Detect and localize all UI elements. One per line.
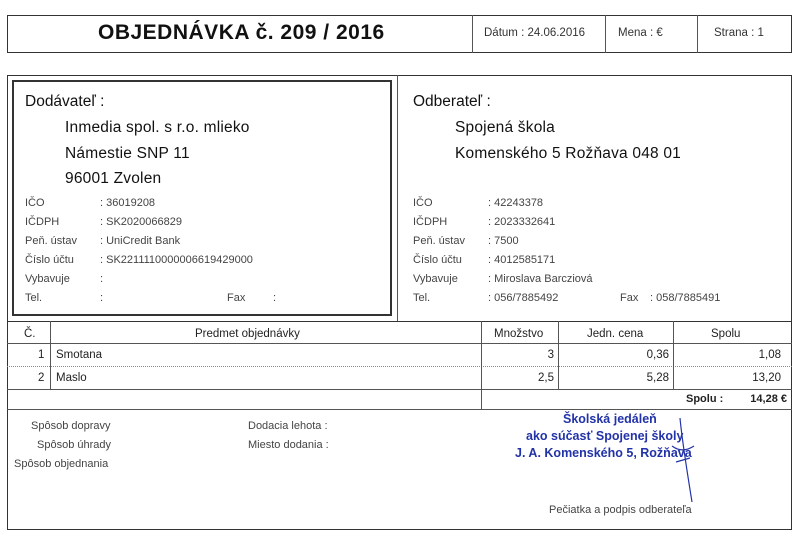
row-1-item: Smotana [56,349,103,361]
row-2-qty: 2,5 [538,372,554,384]
supplier-bank: : UniCredit Bank [100,235,181,247]
customer-handler: : Miroslava Barcziová [488,273,593,285]
signature-scribble [620,410,740,510]
supplier-account-label: Číslo účtu [25,254,74,266]
col-header-num: Č. [24,328,36,340]
date-field: Dátum : 24.06.2016 [484,27,586,39]
ordering-label: Spôsob objednania [14,458,109,470]
delivery-place-label: Miesto dodania : [248,439,329,451]
stamp-line-1: Školská jedáleň [563,412,657,426]
supplier-heading: Dodávateľ : [25,93,105,110]
delivery-term-label: Dodacia lehota : [248,420,328,432]
stamp-line-3: J. A. Komenského 5, Rožňava [515,446,692,460]
col-header-price: Jedn. cena [587,328,644,340]
supplier-tel-label: Tel. [25,292,43,304]
supplier-handler-label: Vybavuje [25,273,70,285]
row-2-item: Maslo [56,372,87,384]
signature-label: Pečiatka a podpis odberateľa [549,504,692,516]
supplier-tel: : [100,292,104,304]
supplier-ico-label: IČO [25,197,45,209]
row-1-qty: 3 [547,349,554,361]
col-header-qty: Množstvo [494,328,544,340]
col-header-total: Spolu [711,328,741,340]
row-1-price: 0,36 [646,349,669,361]
document-title: OBJEDNÁVKA č. 209 / 2016 [98,21,385,44]
customer-account-label: Číslo účtu [413,254,462,266]
sum-label: Spolu : [686,393,724,405]
supplier-bank-label: Peň. ústav [25,235,77,247]
stamp-line-2: ako súčasť Spojenej školy [526,429,684,443]
customer-fax-label: Fax [620,292,639,304]
transport-label: Spôsob dopravy [31,420,111,432]
row-2-num: 2 [38,372,45,384]
customer-ico: : 42243378 [488,197,544,209]
customer-tel: : 056/7885492 [488,292,559,304]
supplier-fax-label: Fax [227,292,246,304]
supplier-name: Inmedia spol. s r.o. mlieko [65,119,250,136]
supplier-fax: : [273,292,277,304]
supplier-icdph: : SK2020066829 [100,216,182,228]
row-1-num: 1 [38,349,45,361]
customer-tel-label: Tel. [413,292,431,304]
customer-heading: Odberateľ : [413,93,491,110]
supplier-street: Námestie SNP 11 [65,145,190,162]
payment-label: Spôsob úhrady [37,439,111,451]
currency-field: Mena : € [618,27,663,39]
customer-address: Komenského 5 Rožňava 048 01 [455,145,681,162]
row-2-price: 5,28 [646,372,669,384]
supplier-ico: : 36019208 [100,197,156,209]
customer-icdph-label: IČDPH [413,216,448,228]
row-2-total: 13,20 [752,372,781,384]
sum-value: 14,28 € [750,393,787,405]
supplier-city: 96001 Zvolen [65,170,162,187]
customer-bank: : 7500 [488,235,519,247]
row-1-total: 1,08 [758,349,781,361]
customer-handler-label: Vybavuje [413,273,458,285]
customer-ico-label: IČO [413,197,433,209]
customer-account: : 4012585171 [488,254,556,266]
supplier-handler: : [100,273,104,285]
customer-name: Spojená škola [455,119,555,136]
supplier-account: : SK2211110000006619429000 [100,254,253,266]
col-header-item: Predmet objednávky [195,328,300,340]
page-field: Strana : 1 [714,27,764,39]
customer-bank-label: Peň. ústav [413,235,465,247]
supplier-icdph-label: IČDPH [25,216,60,228]
customer-fax: : 058/7885491 [650,292,721,304]
customer-icdph: : 2023332641 [488,216,556,228]
